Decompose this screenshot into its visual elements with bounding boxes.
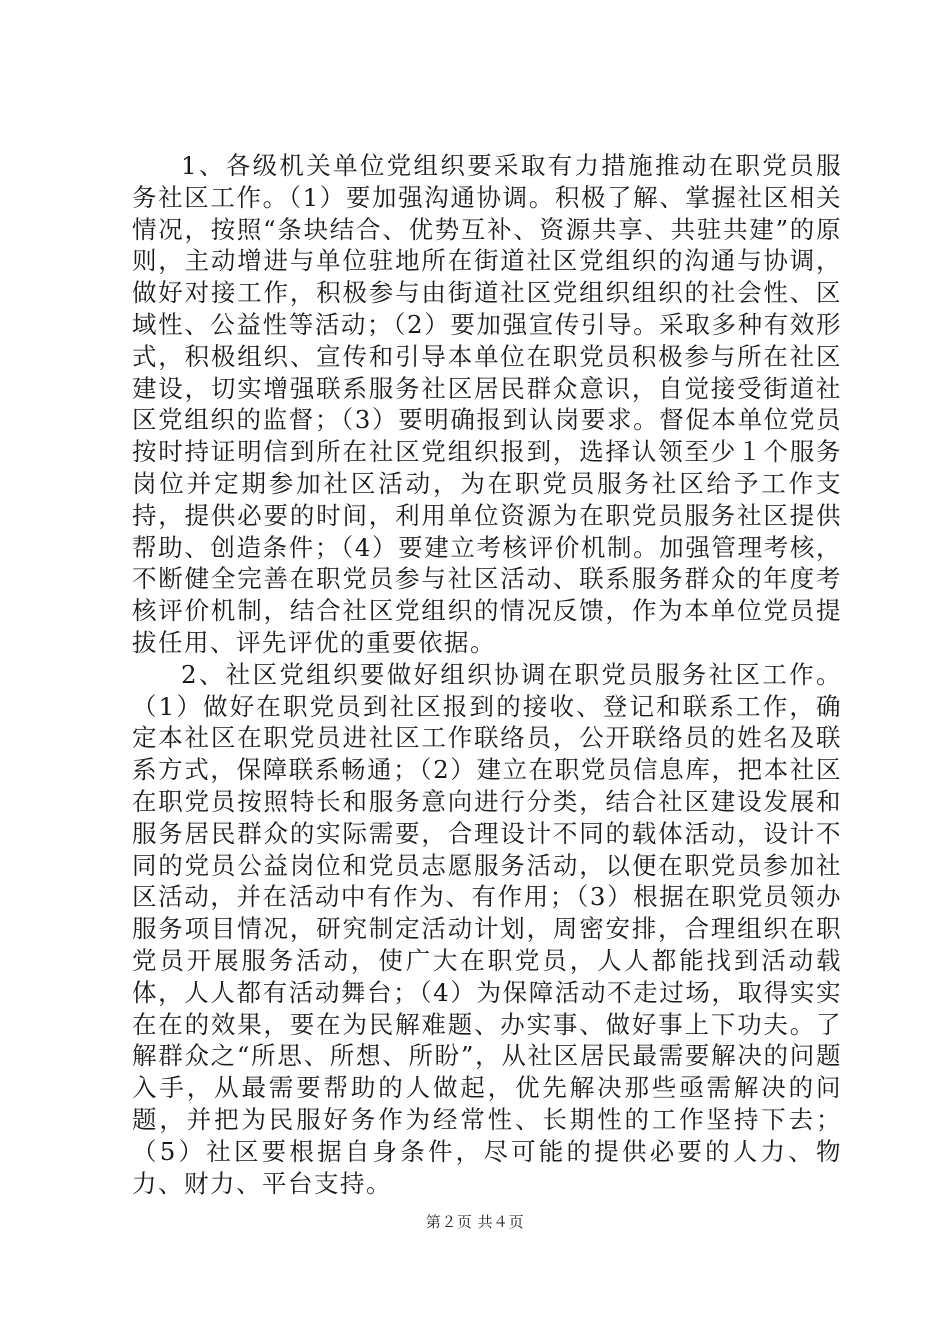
- page-footer: 第２页 共４页: [425, 1213, 525, 1231]
- paragraph-2: 2、社区党组织要做好组织协调在职党员服务社区工作。（1）做好在职党员到社区报到的接收、登记和联系工作，确定本社区在职党员进社区工作联络员，公开联络员的姓名及联系方式，保障联系畅通；（2）建立在职党员信息库，把本社区在职党员按照特长和服务意向进行分类，结合社区建设发展和服务居民群众的实际需要，合理设计不同的载体活动，设计不同的党员公益岗位和党员志愿服务活动，以便在职党员参加社区活动，并在活动中有作为、有作用；（3）根据在职党员领办服务项目情况，研究制定活动计划，周密安排，合理组织在职党员开展服务活动，使广大在职党员，人人都能找到活动载体，人人都有活动舞台；（4）为保障活动不走过场，取得实实在在的效果，要在为民解难题、办实事、做好事上下功夫。了解群众之“所思、所想、所盼”，从社区居民最需要解决的问题入手，从最需要帮助的人做起，优先解决那些亟需解决的问题，并把为民服好务作为经常性、长期性的工作坚持下去；（5）社区要根据自身条件，尽可能的提供必要的人力、物力、财力、平台支持。: [132, 659, 842, 1198]
- document-body: [132, 150, 842, 1199]
- paragraph-1: 1、各级机关单位党组织要采取有力措施推动在职党员服务社区工作。（1）要加强沟通协调。积极了解、掌握社区相关情况，按照“条块结合、优势互补、资源共享、共驻共建”的原则，主动增进与单位驻地所在街道社区党组织的沟通与协调，做好对接工作，积极参与由街道社区党组织组织的社会性、区域性、公益性等活动；（2）要加强宣传引导。采取多种有效形式，积极组织、宣传和引导本单位在职党员积极参与所在社区建设，切实增强联系服务社区居民群众意识，自觉接受街道社区党组织的监督；（3）要明确报到认岗要求。督促本单位党员按时持证明信到所在社区党组织报到，选择认领至少１个服务岗位并定期参加社区活动，为在职党员服务社区给予工作支持，提供必要的时间，利用单位资源为在职党员服务社区提供帮助、创造条件；（4）要建立考核评价机制。加强管理考核，不断健全完善在职党员参与社区活动、联系服务群众的年度考核评价机制，结合社区党组织的情况反馈，作为本单位党员提拔任用、评先评优的重要依据。: [132, 151, 842, 657]
